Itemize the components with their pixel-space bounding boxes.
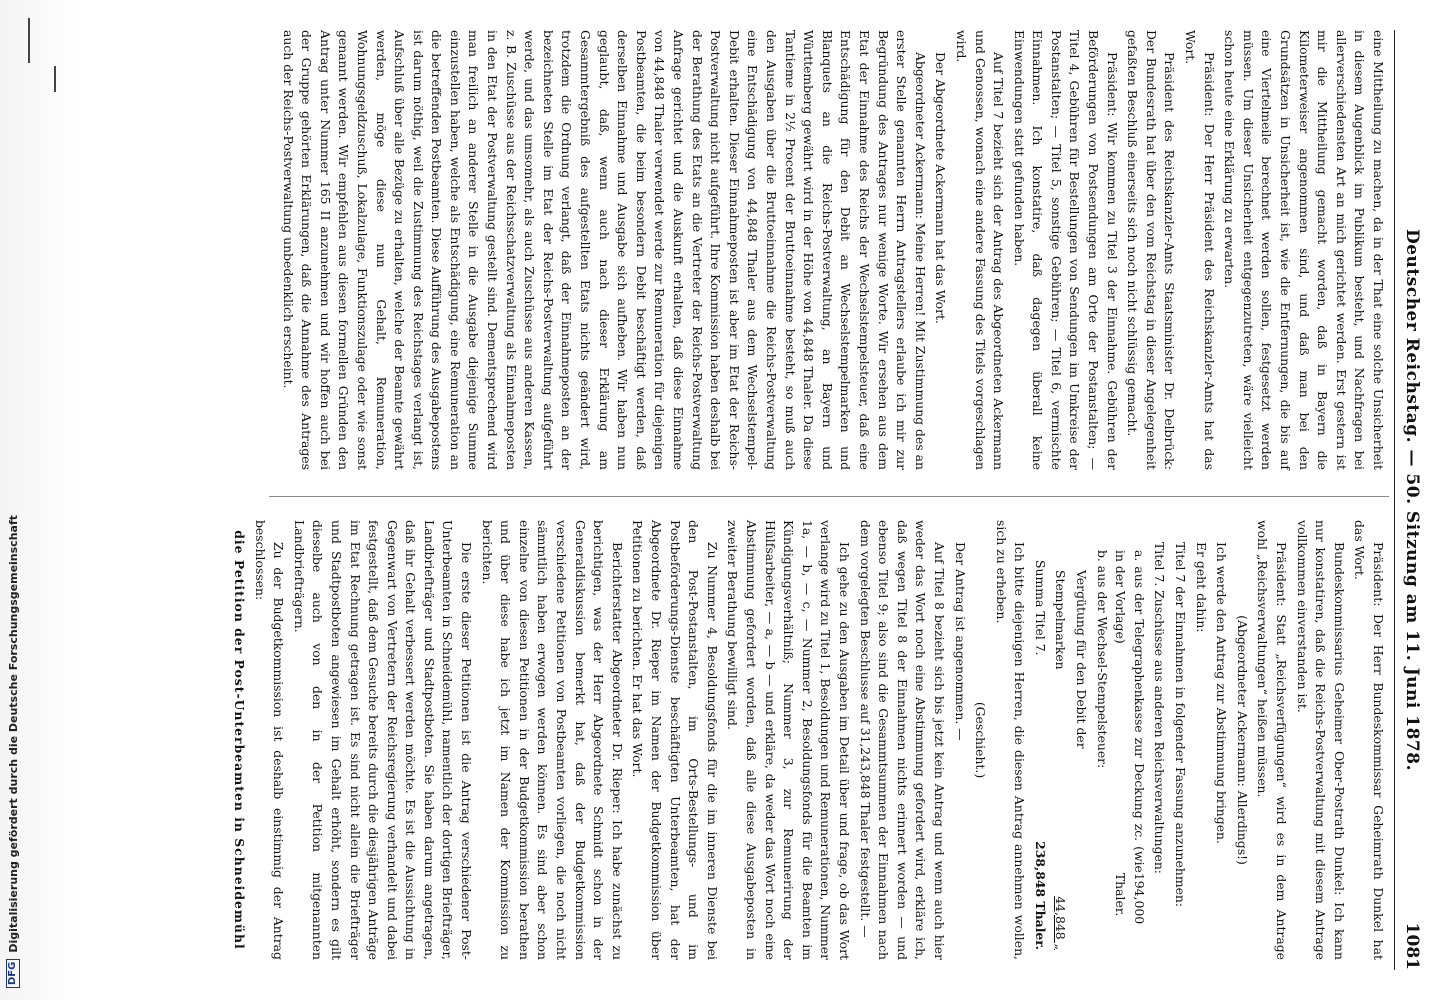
list-item-a (1111, 520, 1148, 960)
interjection: (Geschieht.) (973, 701, 989, 779)
page-title: Deutscher Reichstag. — 50. Sitzung am 11. Juni 1878. (1402, 229, 1422, 771)
digitization-note (2, 0, 24, 1000)
sum-amount: 238,848 Thaler. (1032, 841, 1048, 950)
column-divider (269, 496, 1389, 497)
paragraph: Ich gehe zu den Ausgaben im Detail über und frage, ob das Wort verlange wird zu Titel 1, Besoldungen und Remunerationen, Nummer 1a, — b, — c, — Nummer 2, Besoldungsfonds für die Beamten im Kündigungsverhältniß; Nummer 3, zur Remunerirung der Hülfsarbeiter, — a, — b — und erkläre, da weder das Wort noch eine Abstimmung gefordert worden, daß alle diese Ausgabeposten in zweiter Berathung bewilligt sind. (725, 520, 852, 960)
scan-edge-mark-middle (54, 66, 56, 92)
list-item-amount: 194,000 Thaler. (1113, 872, 1147, 925)
page-number: 1081 (1402, 922, 1422, 970)
page-header (1397, 30, 1427, 970)
digitization-note-text: Digitalisierung gefördert durch die Deutsche Forschungsgemeinschaft (6, 514, 20, 953)
paragraph: Ich werde den Antrag zur Abstimmung bringen. (1214, 542, 1230, 844)
list-item-b: b. aus der Wechsel-Stempelsteuer: (1094, 550, 1110, 769)
paragraph: Der Antrag ist angenommen. — (952, 542, 968, 741)
scan-edge-mark-top (28, 18, 30, 63)
left-column (276, 30, 1387, 470)
paragraph: Titel 7 der Einnahmen in folgender Fassung anzunehmen: (1173, 542, 1189, 908)
list-item-amount: 44,848 „ (1053, 896, 1069, 950)
header-rule (1394, 30, 1395, 970)
interjection: (Abgeordneter Ackermann: Allerdings!) (1234, 615, 1250, 865)
paragraph: Abgeordneter Ackermann: Meine Herren! Mit Zustimmung des an erster Stelle genannten Herrn Antragstellers erlaube ich mir zur Begründung des Antrages nur wenige Worte. Wir ersehen aus dem Etat der Einnahme des Reichs der Wechselstempelsteuer, daß eine Entschädigung für den Debit an Wechselstempelmarken und Blanquets an die Reichs-Postverwaltung, an Bayern und Württemberg gewährt wird in der Höhe von 44,848 Thaler. Da diese Tantieme in 2½ Procent der Bruttoeinnahme besteht, so muß auch den Ausgaben über die Bruttoeinnahme die Reichs-Postverwaltung eine Entschädigung von 44,848 Thaler aus dem Wechselstempel-Debit erhalten. Dieser Einnahmeposten ist aber im Etat der Reichs-Postverwaltung nicht aufgeführt. Ihre Kommission haben deshalb bei der Berathung des Etats an die Vertreter der Reichs-Postverwaltung Anfrage gerichtet und die Auskunft erhalten, daß diese Einnahme von 44,848 Thaler verwendet werde zur Remuneration für diejenigen Postbeamten, die beim besondern Debit beschäftigt werden, daß derselben Einnahme und Ausgabe sich aufheben. Wir haben nun geglaubt, daß, wenn auch nach dieser Erklärung am Gesammtergebniß des aufgestellten Etats nichts geändert wird, trotzdem die Ordnung verlangt, daß der Einnahmeposten an der bezeichneten Stelle im Etat der Reichs-Postverwaltung aufgeführt werde, und das umsomehr, als auch Zuschüsse aus anderen Kassen, z. B. Zuschüsse aus der Reichsschatzverwaltung als Einnahmeposten in den Etat der Postverwaltung gestellt sind. Dementsprechend wird man freilich an anderer Stelle in die Ausgabe diejenige Summe einzustellen haben, welche als Entschädigung, eine Remuneration an die betreffenden Postbeamten. Diese Aufführung des Ausgabepostens ist darum nöthig, weil die Zustimmung des Reichstages verlangt ist, Aufschluß über alle Bezüge zu erhalten, welche der Beamte gewährt werden, möge diese nun Gehalt, Remuneration, Wohnungsgeldzuschuß, Lokalzulage, Funktionszulage oder wie sonst genannt werden. Wir empfehlen aus diesen formellen Gründen den Antrag unter Nummer 165 II anzunehmen und wir hoffen auch bei der Gruppe gehörten Erklärungen, daß die Annahme des Antrages auch der Reichs-Postverwaltung unbedenklich erscheint. (280, 30, 928, 470)
list-item-b-line (1051, 520, 1070, 960)
paragraph: Auf Titel 8 bezieht sich bis jetzt kein Antrag und wenn auch hier weder das Wort noch eine Abstimmung gefordert wird, erkläre ich, daß wegen Titel 8 der Einnahmen nichts erinnert worden — und ebenso Titel 9; also sind die Gesammtsummen der Einnahmen nach dem vorgelegten Beschlusse auf 31,243,848 Thaler festgestellt. — (857, 520, 947, 960)
motion-text: die Petition der Post-Unterbeamten in Schneidemühl (231, 530, 247, 950)
dfg-logo-icon: DFG (6, 959, 20, 988)
paragraph: Der Abgeordnete Ackermann hat das Wort. (933, 52, 949, 324)
paragraph: Berichterstatter Abgeordneter Dr. Rieper: Ich habe zunächst zu berichtigen, was der Herr Abgeordnete Schmidt schon in der Generaldiskussion bemerkt hat, daß der Budgetkommission verschiedene Petitionen von Postbeamten vorliegen, die noch nicht sämmtlich haben erwogen werden können. Es sind aber schon einzelne von diesen Petitionen in der Budgetkommission berathen und über diese habe ich jetzt im Namen der Kommission zu berichten. (479, 520, 625, 960)
paragraph: Zu Nummer 4, Besoldungsfonds für die im inneren Dienste bei den Post-Postanstalten, im Orts-Bestellungs- und im Postbeförderungs-Dienste beschäftigten Unterbeamten, hat der Abgeordnete Dr. Rieper im Namen der Budgetkommission über Petitionen zu berichten. Er hat das Wort. (630, 520, 720, 960)
paragraph: Präsident: Statt „Reichsverfügungen“ wird es in dem Antrage wohl „Reichsverwaltungen“ heißen müssen. (1255, 520, 1290, 960)
paragraph: Ich bitte diejenigen Herren, die diesen Antrag annehmen wollen, sich zu erheben. (993, 520, 1028, 960)
sum-label: Summa Titel 7. (1032, 560, 1048, 656)
document-page (117, 30, 1427, 970)
list-item-label: a. aus der Telegraphenkasse zur Deckung zc. (wie in der Vorlage) (1113, 550, 1147, 873)
list-item-label: Stempelmarken (1053, 570, 1069, 670)
paragraph: Präsident des Reichskanzler-Amts Staatsminister Dr. Delbrück: Der Bundesrath hat über den vom Reichstag in dieser Angelegenheit gefaßten Beschluß einerseits sich noch nicht schlüssig gemacht. (1125, 30, 1178, 470)
paragraph: Titel 7. Zuschüsse aus anderen Reichsverwaltungen: (1152, 542, 1168, 874)
sum-row (1030, 520, 1049, 960)
paragraph: Präsident: Der Herr Präsident des Reichskanzler-Amts hat das Wort. (1183, 30, 1217, 470)
paragraph: Präsident: Der Herr Bundeskommissar Geheimrath Dunkel hat das Wort. (1352, 520, 1386, 960)
paragraph: Zu der Budgetkommission ist deshalb einstimmig der Antrag beschlossen: (252, 520, 287, 960)
list-item-b-detail: Vergütung für den Debit der (1074, 570, 1090, 749)
right-column (227, 520, 1387, 960)
paragraph: Bundeskommissarius Geheimer Ober-Postrath Dunkel: Ich kann nur konstatiren, daß die Reichs-Postverwaltung mit diesem Antrage vollkommen einverstanden ist. (1294, 520, 1347, 960)
paragraph: Auf Titel 7 bezieht sich der Antrag des Abgeordneten Ackermann und Genossen, wonach eine andere Fassung des Titels vorgeschlagen wird. (953, 30, 1007, 470)
paragraph: eine Mittheilung zu machen, da in der That eine solche Unsicherheit in diesem Augenblick im Publikum besteht, und Nachfragen bei allerverschiedensten Art an mich gerichtet werden. Erst gestern ist mir die Mittheilung gemacht worden, daß in Bayern die Kilometerweiser angenommen sind, und daß man bei den Grundsätzen in Unsicherheit ist, wie die Entfernungen, die bis auf eine Viertelmeile berechnet werden sollen, festgesetzt werden müssen. Um dieser Unsicherheit entgegenzutreten, wäre vielleicht schon heute eine Erklärung zu erwarten. (1222, 30, 1386, 470)
paragraph: Er geht dahin: (1193, 542, 1209, 633)
paragraph: Die erste dieser Petitionen ist die Antrag verschiedener Post-Unterbeamten in Schneidemühl, namentlich der dortigen Briefträger, Landbriefträger und Stadtpostboten. Sie haben darum angetragen, daß ihr Gehalt verbessert werden möchte. Es ist die Aussichtung in Gegenwart von Vertretern der Reichsregierung verhandelt und dabei festgestellt, daß dem Gesuche bereits durch die diesjährigen Anträge im Etat Rechnung getragen ist. Es sind nicht allein die Briefträger und Stadtpostboten angewiesen im Gehalt erhöht, sondern es gilt dieselbe auch von den in der Petition mitgenannten Landbriefträgern. (291, 520, 475, 960)
paragraph: Präsident: Wir kommen zu Titel 3 der Einnahme. Gebühren der Beförderungen von Postsendungen am Orte der Postanstalten; — Titel 4, Gebühren für Bestellungen von Sendungen im Umkreise der Postanstalten; — Titel 5, sonstige Gebühren; — Titel 6, vermischte Einnahmen. Ich konstatire, daß dagegen überall keine Einwendungen statt gefunden haben. (1011, 30, 1120, 470)
